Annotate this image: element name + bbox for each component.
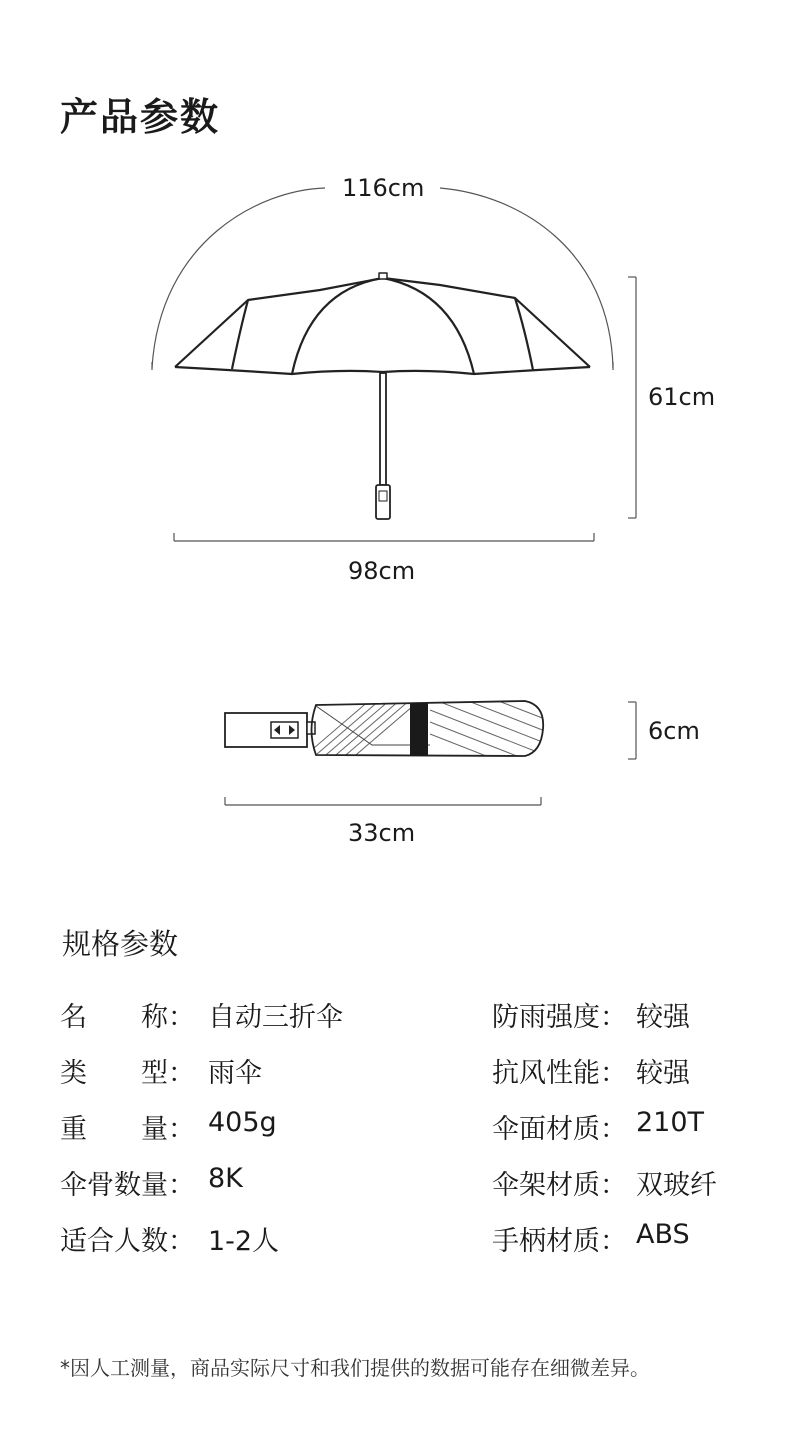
folded-diameter-label: 6cm: [648, 717, 700, 745]
spec-label: 伞面材质：: [492, 1114, 627, 1145]
spec-value: 较强: [636, 1058, 690, 1089]
spec-value: 双玻纤: [636, 1170, 717, 1201]
spec-row: [60, 1107, 195, 1146]
spec-label: 防雨强度：: [492, 1002, 627, 1033]
spec-row: [60, 995, 195, 1034]
umbrella-canopy: [175, 273, 590, 374]
measurement-footnote: *因人工测量，商品实际尺寸和我们提供的数据可能存在细微差异。: [60, 1356, 650, 1380]
specs-section-title: 规格参数: [62, 927, 179, 961]
spec-value: 1-2人: [208, 1226, 280, 1257]
height-dimension-line: [628, 277, 636, 518]
spec-row: [60, 1219, 195, 1258]
spec-label: 重 量：: [60, 1114, 195, 1145]
spec-label: 手柄材质：: [492, 1226, 627, 1257]
width-dimension-line: [174, 533, 594, 541]
spec-row: [60, 1163, 195, 1202]
open-width-label: 98cm: [348, 557, 416, 585]
spec-value: 405g: [208, 1107, 277, 1138]
spec-label: 抗风性能：: [492, 1058, 627, 1089]
diameter-dimension-line: [628, 702, 636, 759]
page-title: 产品参数: [60, 95, 221, 139]
spec-label: 伞骨数量：: [60, 1170, 195, 1201]
folded-umbrella-illustration: [225, 690, 545, 779]
spec-value: ABS: [636, 1219, 690, 1250]
length-dimension-line: [225, 797, 541, 805]
spec-label: 适合人数：: [60, 1226, 195, 1257]
spec-value: 8K: [208, 1163, 243, 1194]
folded-length-label: 33cm: [348, 819, 416, 847]
spec-label: 名 称：: [60, 1002, 195, 1033]
folded-band: [410, 703, 428, 756]
spec-value: 210T: [636, 1107, 705, 1138]
spec-row: [60, 1051, 195, 1090]
spec-label: 伞架材质：: [492, 1170, 627, 1201]
arc-length-label: 116cm: [342, 174, 425, 202]
spec-value: 自动三折伞: [208, 1002, 343, 1033]
spec-value: 较强: [636, 1002, 690, 1033]
umbrella-shaft: [376, 373, 390, 519]
spec-value: 雨伞: [208, 1058, 262, 1089]
open-height-label: 61cm: [648, 383, 716, 411]
spec-label: 类 型：: [60, 1058, 195, 1089]
